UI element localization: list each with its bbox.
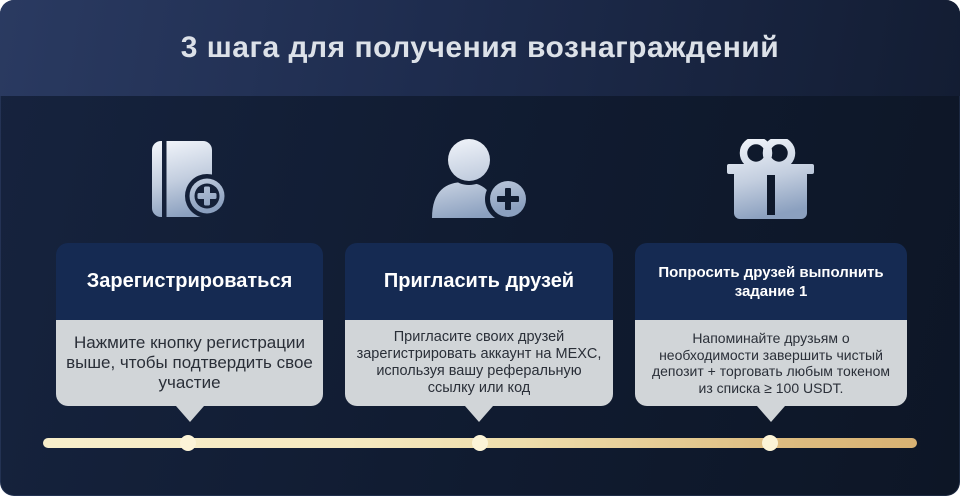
register-book-plus-icon bbox=[56, 130, 323, 230]
step-register bbox=[56, 130, 323, 422]
add-friend-icon bbox=[345, 130, 613, 230]
step-complete-task bbox=[635, 130, 907, 422]
step-description: Пригласите своих друзей зарегистрировать аккаунт на MEXC, используя вашу реферальную ссылку или код bbox=[345, 320, 613, 406]
progress-dot-1 bbox=[180, 435, 196, 451]
step-card bbox=[56, 243, 323, 422]
step-card bbox=[635, 243, 907, 422]
speech-pointer bbox=[757, 406, 785, 422]
step-card bbox=[345, 243, 613, 422]
gift-icon bbox=[635, 130, 907, 230]
step-description: Нажмите кнопку регистрации выше, чтобы подтвердить свое участие bbox=[56, 320, 323, 406]
step-heading: Зарегистрироваться bbox=[56, 243, 323, 320]
progress-dot-3 bbox=[762, 435, 778, 451]
title-band bbox=[0, 0, 960, 96]
step-heading: Пригласить друзей bbox=[345, 243, 613, 320]
page-title: 3 шага для получения вознаграждений bbox=[180, 31, 780, 64]
speech-pointer bbox=[176, 406, 204, 422]
speech-pointer bbox=[465, 406, 493, 422]
step-heading: Попросить друзей выполнить задание 1 bbox=[635, 243, 907, 320]
step-description: Напоминайте друзьям о необходимости завершить чистый депозит + торговать любым токеном из списка ≥ 100 USDT. bbox=[635, 320, 907, 406]
step-invite-friends bbox=[345, 130, 613, 422]
progress-dot-2 bbox=[472, 435, 488, 451]
